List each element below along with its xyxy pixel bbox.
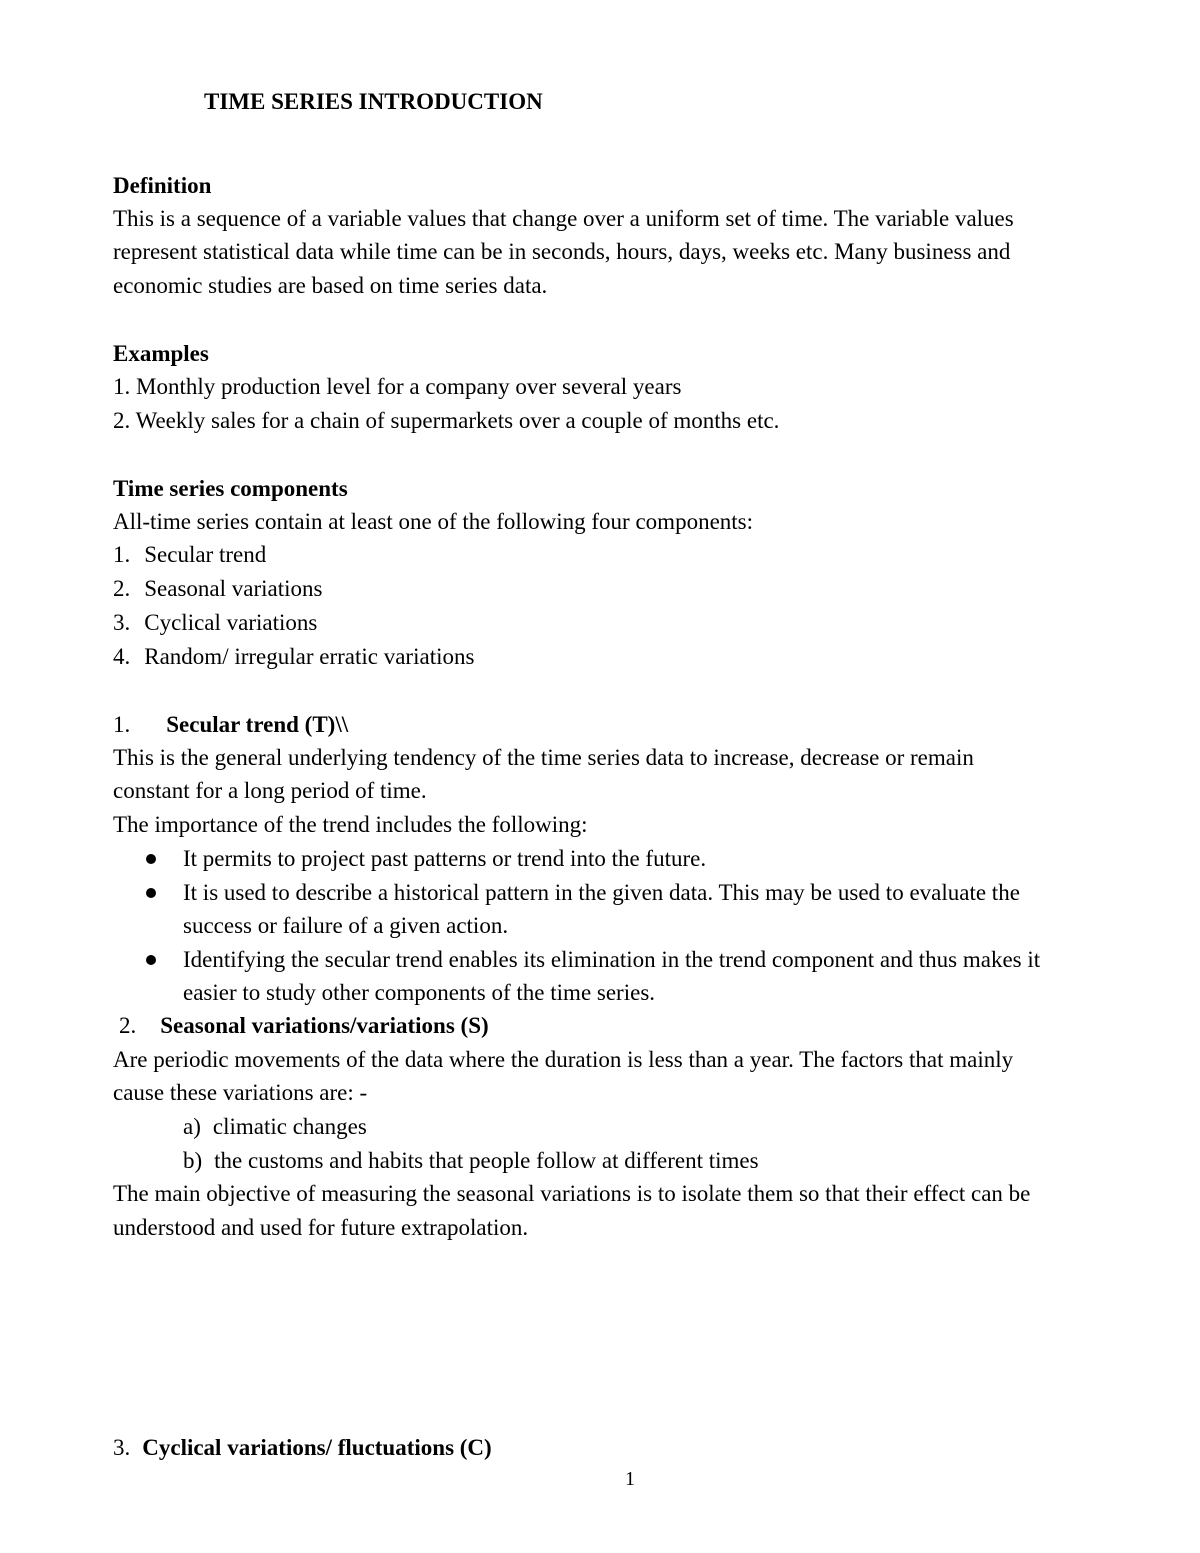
seasonal-closing-1: The main objective of measuring the seasonal variations is to isolate them so that their effect can be	[113, 1181, 1031, 1206]
secular-heading-row	[113, 710, 348, 740]
definition-line-2: represent statistical data while time can be in seconds, hours, days, weeks etc. Many business and	[113, 239, 1011, 264]
definition-heading: Definition	[113, 173, 212, 198]
component-item-2	[113, 574, 322, 604]
cyclical-heading: Cyclical variations/ fluctuations (C)	[142, 1435, 492, 1460]
bullet-icon	[146, 888, 156, 898]
secular-number: 1.	[113, 712, 131, 737]
definition-line-3: economic studies are based on time series data.	[113, 273, 548, 298]
seasonal-closing-2: understood and used for future extrapolation.	[113, 1215, 529, 1240]
example-item-2: 2. Weekly sales for a chain of supermarkets over a couple of months etc.	[113, 408, 780, 433]
page-number: 1	[625, 1468, 635, 1490]
secular-bullet-3-line-1: Identifying the secular trend enables its elimination in the trend component and thus makes it	[183, 947, 1041, 972]
seasonal-item-b-label: b)	[183, 1148, 203, 1173]
component-item-1	[113, 540, 266, 570]
cyclical-heading-row	[113, 1433, 492, 1463]
seasonal-heading: Seasonal variations/variations (S)	[160, 1013, 489, 1038]
secular-line-3: The importance of the trend includes the following:	[113, 812, 588, 837]
definition-line-1: This is a sequence of a variable values that change over a uniform set of time. The variable values	[113, 206, 1014, 231]
secular-line-1: This is the general underlying tendency of the time series data to increase, decrease or remain	[113, 745, 974, 770]
component-number-3: 3.	[113, 610, 131, 635]
seasonal-item-a-text: climatic changes	[212, 1114, 367, 1139]
components-intro: All-time series contain at least one of the following four components:	[113, 509, 754, 534]
seasonal-line-1: Are periodic movements of the data where the duration is less than a year. The factors that mainly	[113, 1047, 1014, 1072]
examples-heading: Examples	[113, 341, 209, 366]
page-title: TIME SERIES INTRODUCTION	[204, 89, 543, 114]
seasonal-item-a	[183, 1112, 367, 1142]
component-text-2: Seasonal variations	[144, 576, 323, 601]
secular-bullet-1: It permits to project past patterns or trend into the future.	[183, 846, 707, 871]
component-item-3	[113, 608, 317, 638]
seasonal-item-b	[183, 1146, 759, 1176]
cyclical-number: 3.	[113, 1435, 131, 1460]
bullet-icon	[146, 854, 156, 864]
secular-line-2: constant for a long period of time.	[113, 778, 427, 803]
component-number-4: 4.	[113, 644, 131, 669]
seasonal-heading-row	[119, 1011, 489, 1041]
bullet-icon	[146, 955, 156, 965]
components-heading: Time series components	[113, 476, 348, 501]
component-number-2: 2.	[113, 576, 131, 601]
secular-heading: Secular trend (T)\\	[166, 712, 349, 737]
component-text-3: Cyclical variations	[144, 610, 318, 635]
component-text-4: Random/ irregular erratic variations	[144, 644, 475, 669]
secular-bullet-3-line-2: easier to study other components of the time series.	[183, 980, 656, 1005]
component-text-1: Secular trend	[144, 542, 267, 567]
secular-bullet-2-line-2: success or failure of a given action.	[183, 913, 509, 938]
seasonal-item-b-text: the customs and habits that people follow at different times	[214, 1148, 759, 1173]
seasonal-item-a-label: a)	[183, 1114, 201, 1139]
example-item-1: 1. Monthly production level for a company over several years	[113, 374, 682, 399]
component-number-1: 1.	[113, 542, 131, 567]
secular-bullet-2-line-1: It is used to describe a historical pattern in the given data. This may be used to evaluate the	[183, 880, 1020, 905]
seasonal-line-2: cause these variations are: -	[113, 1080, 368, 1105]
seasonal-number: 2.	[119, 1013, 137, 1038]
component-item-4	[113, 642, 474, 672]
